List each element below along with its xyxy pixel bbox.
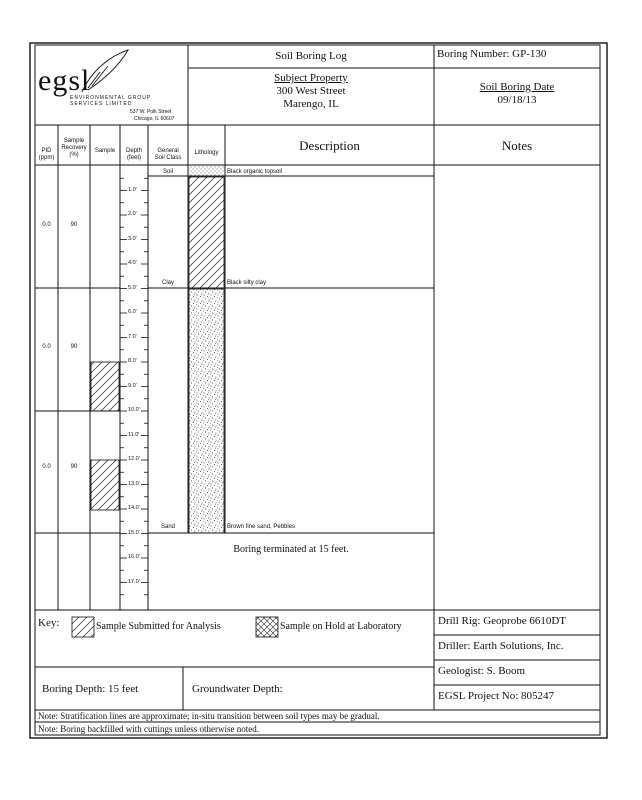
depth-tick-label: 14.0' [128,505,140,511]
col-description: Description [299,138,360,153]
col-recovery: Sample Recovery (%) [61,138,87,158]
note-backfill: Note: Boring backfilled with cuttings unless otherwise noted. [38,724,259,734]
col-sample: Sample [94,148,116,154]
company-logo: egsl [38,64,91,97]
key-hold-swatch [256,617,278,637]
boring-termination: Boring terminated at 15 feet. [233,544,349,555]
col-depth: Depth (feet) [125,148,142,161]
drill-rig: Drill Rig: Geoprobe 6610DT [438,615,567,627]
col-pid: PID (ppm) [38,148,55,161]
note-stratification: Note: Stratification lines are approximate; in-situ transition between soil types may be gradual. [38,711,380,721]
col-lithology: Lithology [194,150,219,156]
company-name-line1: ENVIRONMENTAL GROUP [70,95,152,101]
depth-tick-label: 5.0' [128,284,137,291]
log-title: Soil Boring Log [275,50,347,62]
subject-address: 300 West Street [276,85,346,97]
key-label: Key: [38,617,60,629]
groundwater-depth: Groundwater Depth: [192,683,283,695]
layer-description: Brown fine sand, Pebbles [227,524,296,530]
col-soil-class: General Soil Class [154,148,182,161]
key-hold-label: Sample on Hold at Laboratory [280,621,402,632]
depth-tick-label: 10.0' [128,407,140,413]
depth-tick-label: 4.0' [128,260,137,266]
depth-tick-label: 2.0' [128,211,137,217]
boring-number: Boring Number: GP-130 [437,48,547,60]
project-number: EGSL Project No: 805247 [438,690,554,702]
depth-tick-label: 12.0' [128,456,140,462]
key-submitted-label: Sample Submitted for Analysis [96,621,221,632]
pid-value: 0.0 [42,344,51,350]
depth-tick-label: 1.0' [128,186,137,193]
depth-tick-label: 6.0' [128,309,137,315]
sample-submitted-box [91,460,119,510]
soil-class-label: Clay [161,280,174,286]
soil-class-label: Sand [160,524,175,530]
pid-value: 0.0 [42,464,51,470]
pid-value: 0.0 [42,222,51,228]
depth-tick-label: 7.0' [128,333,137,340]
company-address-line1: 537 W. Polk Street [130,109,172,115]
recovery-value: 90 [70,222,78,228]
layer-description: Black organic topsoil [227,169,283,175]
geologist: Geologist: S. Boom [438,665,526,677]
depth-tick-label: 15.0' [128,529,140,536]
depth-tick-label: 16.0' [128,554,140,560]
depth-tick-label: 9.0' [128,382,137,389]
company-name-line2: SERVICES LIMITED [70,101,133,107]
boring-depth: Boring Depth: 15 feet [42,683,139,695]
depth-tick-label: 3.0' [128,235,137,242]
lithology-clay [189,177,224,288]
layer-description: Black silty clay [227,280,267,286]
subject-property-label: Subject Property [274,72,348,84]
lithology-sand [189,289,224,533]
soil-boring-date: 09/18/13 [497,94,537,106]
soil-class-label: Soil [162,169,173,175]
driller: Driller: Earth Solutions, Inc. [438,640,564,652]
company-address-line2: Chicago, IL 60607 [134,116,175,122]
depth-tick-label: 11.0' [128,431,140,438]
soil-boring-date-label: Soil Boring Date [479,81,555,93]
sample-submitted-box [91,362,119,411]
depth-tick-label: 17.0' [128,578,140,585]
col-notes: Notes [501,138,533,153]
lithology-topsoil [189,166,224,176]
recovery-value: 90 [70,464,78,470]
subject-city: Marengo, IL [283,98,339,110]
depth-tick-label: 8.0' [128,358,137,364]
key-submitted-swatch [72,617,94,637]
recovery-value: 90 [70,344,78,350]
depth-tick-label: 13.0' [128,480,140,487]
